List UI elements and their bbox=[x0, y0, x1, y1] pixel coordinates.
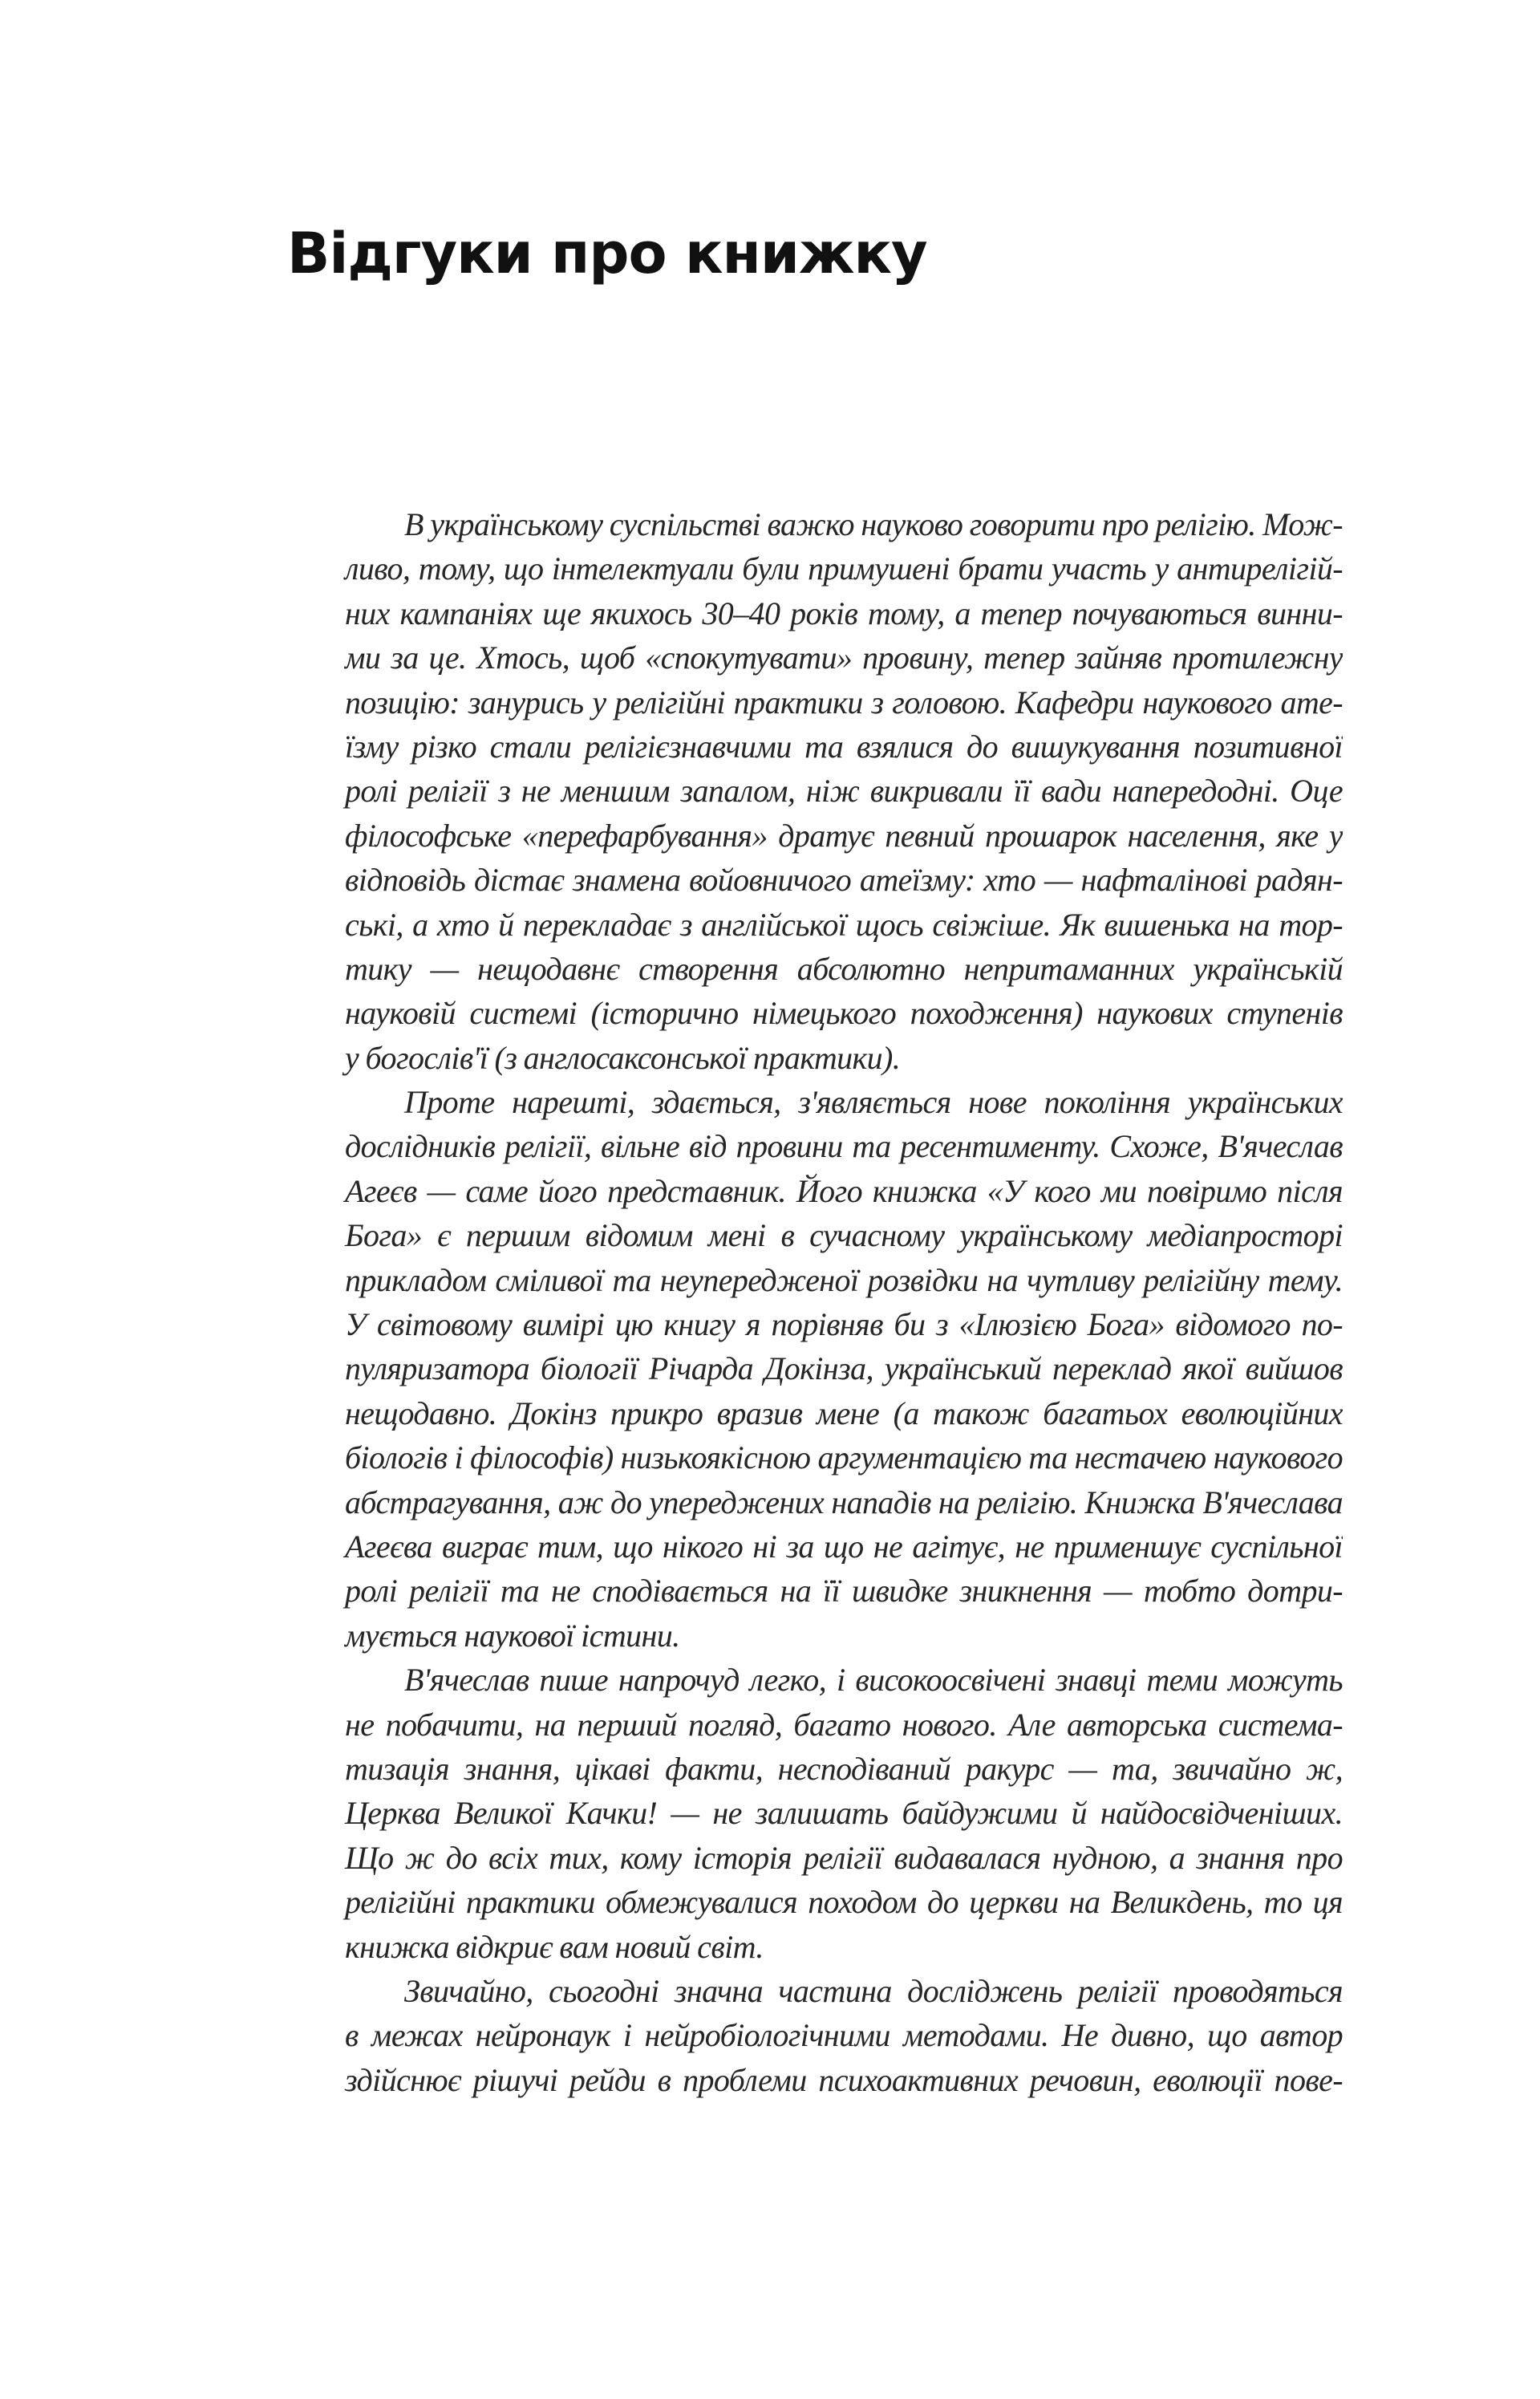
text-line: тизація знання, цікаві факти, несподіваний ракурс — та, звичайно ж, bbox=[345, 1750, 1343, 1787]
paragraph-1 bbox=[286, 502, 1343, 1080]
paragraph-2 bbox=[286, 1080, 1343, 1658]
page-title: Відгуки про книжку bbox=[287, 221, 927, 286]
text-line: пуляризатора біології Річарда Докінза, український переклад якої вийшов bbox=[345, 1350, 1343, 1387]
text-line: них кампаніях ще якихось 30–40 років тому, а тепер почуваються винни- bbox=[345, 595, 1343, 631]
text-line: біологів і філософів) низькоякісною аргументацією та нестачею наукового bbox=[345, 1439, 1343, 1476]
text-line: В українському суспільстві важко науково говорити про релігію. Мож- bbox=[404, 506, 1343, 542]
text-line: нещодавно. Докінз прикро вразив мене (а також багатьох еволюційних bbox=[345, 1394, 1343, 1431]
text-line: філософське «перефарбування» дратує певний прошарок населення, яке у bbox=[345, 817, 1343, 854]
text-line: позицію: занурись у релігійні практики з головою. Кафедри наукового ате- bbox=[345, 684, 1343, 721]
text-line: у богослів'ї (з англосаксонської практики). bbox=[345, 1039, 901, 1076]
text-line: ські, а хто й перекладає з англійської щось свіжіше. Як вишенька на тор- bbox=[345, 906, 1343, 943]
text-line: здійснює рішучі рейди в проблеми психоактивних речовин, еволюції пове- bbox=[345, 2061, 1343, 2098]
text-line: Агеєв — саме його представник. Його книжка «У кого ми повіримо після bbox=[345, 1172, 1343, 1209]
paragraph-4 bbox=[286, 1969, 1343, 2102]
text-line: В'ячеслав пише напрочуд легко, і високоосвічені знавці теми можуть bbox=[404, 1662, 1343, 1699]
text-line: їзму різко стали релігієзнавчими та взялися до вишукування позитивної bbox=[345, 728, 1343, 765]
text-line: дослідників релігії, вільне від провини та ресентименту. Схоже, В'ячеслав bbox=[345, 1128, 1343, 1165]
text-line: ливо, тому, що інтелектуали були примушені брати участь у антирелігій- bbox=[345, 550, 1343, 587]
text-line: не побачити, на перший погляд, багато нового. Але авторська системa- bbox=[345, 1706, 1343, 1743]
text-line: ролі релігії та не сподівається на її швидке зникнення — тобто дотри- bbox=[345, 1573, 1343, 1609]
review-body bbox=[286, 502, 1343, 2102]
text-line: ролі релігії з не меншим запалом, ніж викривали її вади напередодні. Оце bbox=[345, 773, 1343, 810]
text-line: науковій системі (історично німецького походження) наукових ступенів bbox=[345, 995, 1343, 1032]
text-line: прикладом сміливої та неупередженої розвідки на чутливу релігійну тему. bbox=[345, 1261, 1343, 1298]
text-line: мується наукової істини. bbox=[345, 1617, 680, 1654]
text-line: Агеєва виграє тим, що нікого ні за що не агітує, не применшує суспільної bbox=[345, 1528, 1343, 1565]
text-line: в межах нейронаук і нейробіологічними методами. Не дивно, що автор bbox=[345, 2017, 1343, 2054]
text-line: книжка відкриє вам новий світ. bbox=[345, 1928, 764, 1965]
text-line: відповідь дістає знамена войовничого атеїзму: хто — нафталінові радян- bbox=[345, 862, 1343, 899]
text-line: релігійні практики обмежувалися походом до церкви на Великдень, то ця bbox=[345, 1884, 1343, 1921]
text-line: ми за це. Хтось, щоб «спокутувати» провину, тепер зайняв протилежну bbox=[345, 639, 1343, 676]
text-line: абстрагування, аж до упереджених нападів на релігію. Книжка В'ячеслава bbox=[345, 1484, 1343, 1520]
text-line: Звичайно, сьогодні значна частина досліджень релігії проводяться bbox=[404, 1972, 1343, 2009]
text-line: Бога» є першим відомим мені в сучасному українському медіапросторі bbox=[345, 1217, 1343, 1254]
paragraph-3 bbox=[286, 1658, 1343, 1969]
text-line: Що ж до всіх тих, кому історія релігії видавалася нудною, а знання про bbox=[345, 1839, 1343, 1876]
text-line: Церква Великої Качки! — не залишать байдужими й найдосвідченіших. bbox=[345, 1795, 1343, 1832]
text-line: Проте нарешті, здається, з'являється нове покоління українських bbox=[404, 1084, 1343, 1121]
text-line: тику — нещодавнє створення абсолютно непритаманних українській bbox=[345, 950, 1343, 987]
text-line: У світовому вимірі цю книгу я порівняв би з «Ілюзією Бога» відомого по- bbox=[345, 1306, 1343, 1343]
